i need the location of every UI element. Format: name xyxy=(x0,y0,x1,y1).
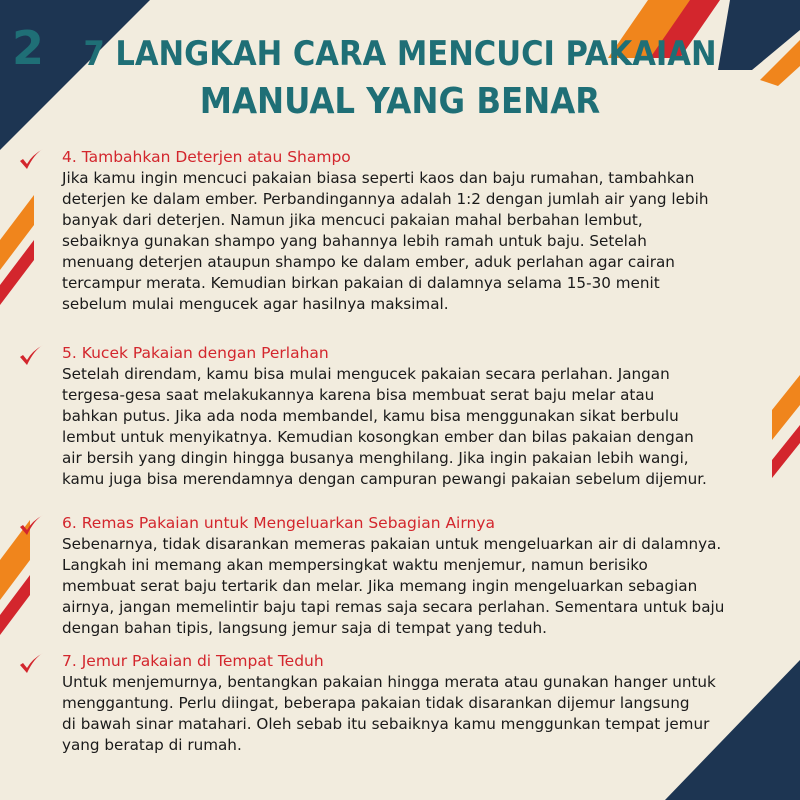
stripe-orange-right xyxy=(772,375,800,440)
step-text-line: menggantung. Perlu diingat, beberapa pakaian tidak disarankan dijemur langsung xyxy=(62,694,690,712)
step-text-line: Jika kamu ingin mencuci pakaian biasa seperti kaos dan baju rumahan, tambahkan xyxy=(62,169,695,187)
step-text-line: airnya, jangan memelintir baju tapi remas saja secara perlahan. Sementara untuk baju xyxy=(62,598,725,616)
step-text-line: sebelum mulai mengucek agar hasilnya maksimal. xyxy=(62,295,449,313)
step-text-line: di bawah sinar matahari. Oleh sebab itu sebaiknya kamu menggunkan tempat jemur xyxy=(62,715,710,733)
step-text-line: Setelah direndam, kamu bisa mulai mengucek pakaian secara perlahan. Jangan xyxy=(62,365,670,383)
step-title: 7. Jemur Pakaian di Tempat Teduh xyxy=(62,652,324,670)
step-text-line: deterjen ke dalam ember. Perbandingannya adalah 1:2 dengan jumlah air yang lebih xyxy=(62,190,709,208)
step-text-line: tercampur merata. Kemudian birkan pakaian di dalamnya selama 15-30 menit xyxy=(62,274,660,292)
title-line-2: MANUAL YANG BENAR xyxy=(199,81,601,122)
checkmark-icon xyxy=(18,514,44,538)
step-text-line: dengan bahan tipis, langsung jemur saja di tempat yang teduh. xyxy=(62,619,547,637)
step-text-line: bahkan putus. Jika ada noda membandel, kamu bisa menggunakan sikat berbulu xyxy=(62,407,679,425)
step-title: 4. Tambahkan Deterjen atau Shampo xyxy=(62,148,351,166)
step-text-line: lembut untuk menyikatnya. Kemudian kosongkan ember dan bilas pakaian dengan xyxy=(62,428,694,446)
step-text-line: yang beratap di rumah. xyxy=(62,736,242,754)
step-title: 6. Remas Pakaian untuk Mengeluarkan Sebagian Airnya xyxy=(62,514,495,532)
title-line-1: 7 LANGKAH CARA MENCUCI PAKAIAN xyxy=(83,34,717,74)
step-text-line: banyak dari deterjen. Namun jika mencuci pakaian mahal berbahan lembut, xyxy=(62,211,643,229)
page-title xyxy=(80,30,720,126)
checkmark-icon xyxy=(18,148,44,172)
step-text-line: menuang deterjen ataupun shampo ke dalam ember, aduk perlahan agar cairan xyxy=(62,253,675,271)
step-text-line: kamu juga bisa merendamnya dengan campuran pewangi pakaian sebelum dijemur. xyxy=(62,470,707,488)
step-text-line: Langkah ini memang akan mempersingkat waktu menjemur, namun berisiko xyxy=(62,556,648,574)
step-text-line: sebaiknya gunakan shampo yang bahannya lebih ramah untuk baju. Setelah xyxy=(62,232,647,250)
step-text-line: air bersih yang dingin hingga busanya menghilang. Jika ingin pakaian lebih wangi, xyxy=(62,449,689,467)
page-number-text: 2 xyxy=(11,21,44,75)
step-text-line: Untuk menjemurnya, bentangkan pakaian hingga merata atau gunakan hanger untuk xyxy=(62,673,716,691)
checkmark-icon xyxy=(18,652,44,676)
step-title: 5. Kucek Pakaian dengan Perlahan xyxy=(62,344,329,362)
step-text-line: membuat serat baju tertarik dan melar. Jika memang ingin mengeluarkan sebagian xyxy=(62,577,698,595)
step-text-line: Sebenarnya, tidak disarankan memeras pakaian untuk mengeluarkan air di dalamnya. xyxy=(62,535,722,553)
page-number xyxy=(8,22,48,74)
checkmark-icon xyxy=(18,344,44,368)
step-text-line: tergesa-gesa saat melakukannya karena bisa membuat serat baju melar atau xyxy=(62,386,655,404)
